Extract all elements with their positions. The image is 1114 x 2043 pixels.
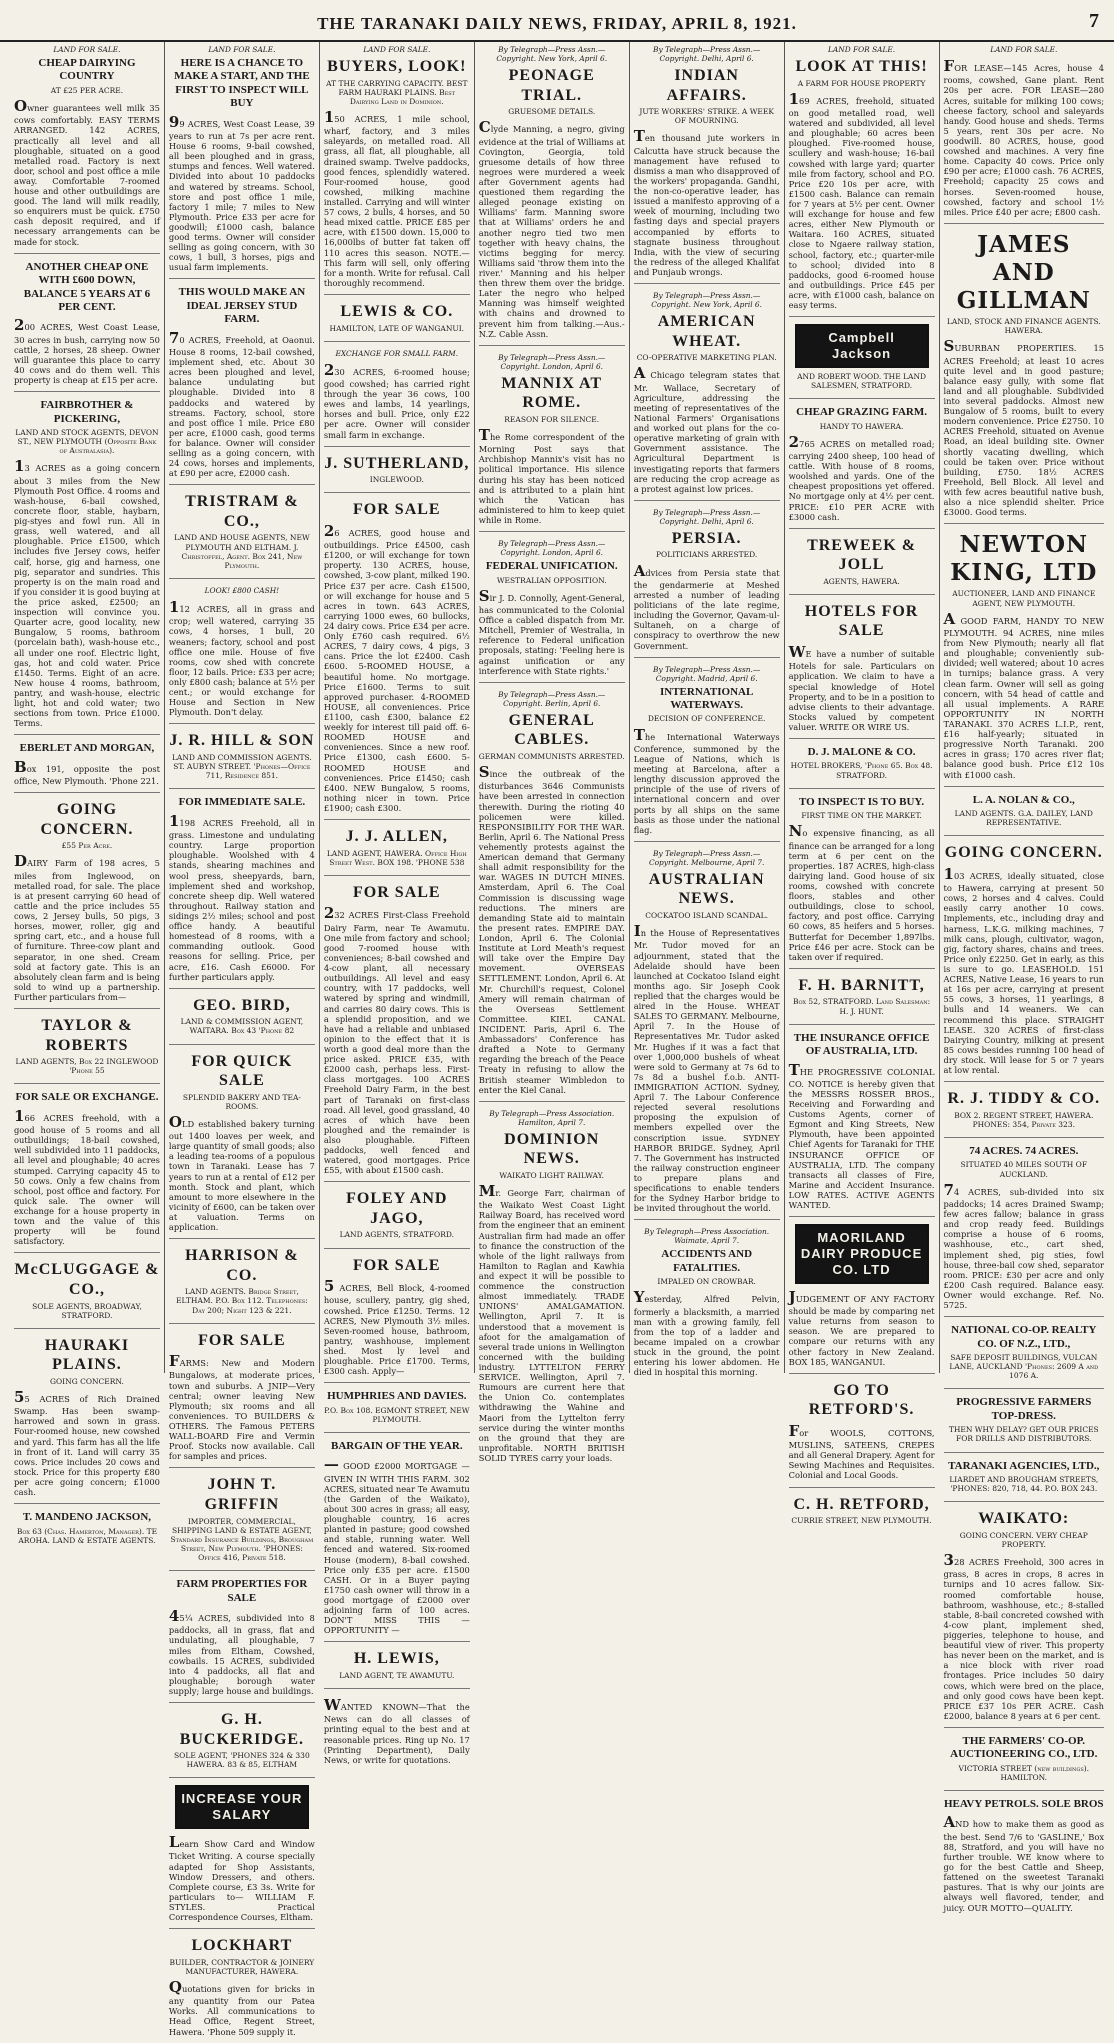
article-block [789,406,935,529]
article-block [789,796,935,969]
subheadline: GRUESOME DETAILS. [508,107,596,117]
section-label: LAND FOR SALE. [828,45,896,54]
subheadline: THEN WHY DELAY? GET OUR PRICES FOR DRILLS AND DISTRIBUTORS. [948,1425,1099,1444]
columns-area [10,42,1108,2037]
article-body: For WOOLS, COTTONS, MUSLINS, SATEENS, CREPES and all General Drapery. Agent for Sewing Machines and Requisites. Colonial and Local Goods. [788,1421,935,1481]
headline: FARM PROPERTIES FOR SALE [176,1578,308,1604]
article-body: 230 ACRES, 6-roomed house; good cowshed; has carried right through the year 36 cows, 100 ewes and lambs, 14 yearlings, horses and bull. Price, only £22 per acre. Owner will consider small farm in exchange. [323,360,470,440]
article-body: Mr. George Farr, chairman of the Waikato West Coast Light Railway Board, has received word from the engineer that an eminent Australian firm had made an offer to finance the construction of the whole of the light railways from Hamilton to Raglan and Kawhia and expect it will be possible to commence the construction almost immediately. TRADE UNIONS' AMALGAMATION. Wellington, April 7. It is understood that a movement is afoot for the amalgamation of several trade unions in Wellington concerned with the building industry. LYTTELTON FERRY SERVICE. Wellington, April 7. Rumours are current here that the Union Co. contemplates withdrawing the Wahine and Maori from the Lyttelton ferry service during the winter months on the ground that they are unprofitable. NORTH BRITISH SOLID TYRES carry your loads. [478,1181,625,1463]
headline: TRISTRAM & CO., [185,493,299,530]
headline: FOLEY AND JAGO, [346,1190,448,1227]
article-block [169,45,315,279]
subheadline: LAND AGENT, HAWERA. Office High Street West. BOX 198. 'PHONE 538 [326,848,467,867]
subheadline: LAND AGENTS, Box 22 INGLEWOOD 'Phone 55 [15,1057,159,1076]
article-block [324,1390,470,1433]
article-body: WANTED KNOWN—That the News can do all classes of printing equal to the best and at reasonable prices. Ring up No. 17 (Printing Department), Daily News, or write for quotations. [323,1696,470,1765]
subheadline: CO-OPERATIVE MARKETING PLAN. [636,353,777,363]
subheadline: IMPORTER, COMMERCIAL, SHIPPING LAND & ESTATE AGENT, Standard Insurance Buildings, Brougham Street, New Plymouth. 'PHONES: Office 416, Private 518. [170,1516,314,1563]
article-body: 5 ACRES, Bell Block, 4-roomed house, scullery, pantry, gig shed, cowshed. Price £1250. Terms. 12 ACRES, New Plymouth 3½ miles. Seven-roomed house, bathroom, pantry, washhouse, implement shed. Most ly level and ploughable. Price £1700. Terms, £300 cash. Apply— [323,1277,470,1377]
headline: TAYLOR & ROBERTS [41,1017,133,1054]
article-body: In the House of Representatives Mr. Tudor moved for an adjournment, stated that the Adelaide should have been launched at Cockatoo Island eight months ago. Sir Joseph Cook replied that the charges would be aired in the House. WHEAT SALES TO GERMANY. Melbourne, April 7. In the House of Representatives Mr. Tudor asked Mr. Hughes if it was a fact that over 1,000,000 bushels of wheat were sold to Germany at 7s 6d to 7s 8d a bushel f.o.b. ANTI-IMMIGRATION ACTION. Sydney, April 7. The Labour Conference rejected several resolutions proposing the expulsion of members expelled over the conscription issue. SYDNEY HARBOR BRIDGE. Sydney, April 7. The Government has instructed the railway construction engineer to prepare plans and specifications to enable tenders for the Sydney Harbor bridge to be invited throughout the world. [633,922,780,1214]
article-body: Yesterday, Alfred Pelvin, formerly a blacksmith, a married man with a growing family, fell from the top of a ladder and became impaled on a crowbar stuck in the ground, the point entering his lower abdomen. He died in hospital this morning. [633,1288,780,1378]
article-body: 99 ACRES, West Coast Lease, 39 years to run at 7s per acre rent. House 6 rooms, 9-bail cowshed, all been ploughed and in grass, stumps and fences. Well watered. Divided into about 10 paddocks and watered by streams. School, store and post office 1 mile, factory 1 mile; 7 miles to New Plymouth. Price £33 per acre for goodwill; £1000 cash, balance good terms. Owner will consider selling as going concern, with 30 cows, 1 bull, 3 horses, pigs and usual farm implements. [168,112,315,273]
subheadline: GOING CONCERN. [50,1376,124,1386]
subheadline: LAND, STOCK AND FINANCE AGENTS. HAWERA. [946,317,1101,336]
article-body: FOR LEASE—145 Acres, house 4 rooms, cowshed, Gane plant. Rent 20s per acre. FOR LEASE—280 Acres, suitable for milking 100 cows; cheese factory, school and saleyards handy. Good house and sheds. Terms 5 years, rent 30s per acre. No goodwill. 80 ACRES, house, good cowshed and machines. A very fine home. Capacity 40 cows. Price only £90 per acre; £1000 cash. 76 ACRES, Freehold; capacity 25 cows and horses. Seven-roomed house, cowshed, factory and school 1½ miles. Price £40 per acre; £800 cash. [943,57,1105,217]
section-label: By Telegraph—Press Assn.—Copyright. New York, April 6. [651,291,762,310]
headline: J. R. HILL & SON [169,732,315,750]
section-label: By Telegraph—Press Assn.—Copyright. New York, April 6. [496,45,608,64]
article-body: DAIRY Farm of 198 acres, 5 miles from Inglewood, on metalled road, for sale. The place is at present carrying 60 head of cattle and the price includes 55 cows, 2 Jersey bulls, 50 pigs, 3 horses, mower, roller, gig and spring cart, etc., and a house full of furniture. Three-cow plant and separator, in one shed. Cream sold at factory gate. This is an absolutely clean farm and is being sold to wind up a partnership. Further particulars from— [14,852,160,1003]
headline: HERE IS A CHANCE TO MAKE A START, AND THE FIRST TO INSPECT WILL BUY [174,57,310,110]
article-block [944,1798,1105,1919]
article-block [944,794,1105,837]
article-block [169,1246,315,1323]
article-block [169,1475,315,1571]
article-block [789,746,935,789]
section-label: By Telegraph—Press Assn.—Copyright. Delhi, April 6. [653,507,761,526]
article-body: 112 ACRES, all in grass and crop; well watered, carrying 35 cows, 4 horses, 1 bull, 20 weaners; factory, school and post office one mile. House of five rooms, cow shed with concrete floor, 12 bails. Price: £33 per acre; only £800 cash; balance at 5½ per cent.; or would exchange for House and Section in New Plymouth. Don't delay. [168,598,315,718]
headline: CHEAP DAIRYING COUNTRY [38,57,136,83]
headline: H. LEWIS, [353,1650,440,1668]
article-block [169,1578,315,1703]
article-block [479,1109,625,1469]
headline: INTERNATIONAL WATERWAYS. [659,685,754,712]
headline: EBERLET AND MORGAN, [19,742,155,755]
headline: HUMPHRIES AND DAVIES. [327,1390,467,1403]
article-body: 26 ACRES, good house and outbuildings. Price £4500, cash £1200, or will exchange for town property. 130 ACRES, house, cowshed, 3-cow plant, milked 190. Price £37 per acre. Cash £1500, or will exchange for house and 5 acres in town. 643 ACRES, carrying 1000 ewes, 60 bullocks, 24 dairy cows. Price £34 per acre. Only £760 cash required. 6½ ACRES, 7 dairy cows, 4 pigs, 3 cans. Price the lot £2400. Cash £600. 5-ROOMED HOUSE, a beautiful home. No mortgage. Price £1600. Terms to suit approved purchaser. 4-ROOMED HOUSE, all conveniences. Price £1100, cash £300, balance £2 weekly for interest till paid off. 6-ROOMED HOUSE and conveniences. Since a new roof. Price £1300, cash £600. 5-ROOMED HOUSE and conveniences. Price £1450; cash £400. NEW Bungalow, 5 rooms, nothing nicer in town. Price £1900; cash £300. [323,521,470,813]
article-block [324,454,470,494]
headline: GENERAL CABLES. [508,711,595,749]
article-block [479,539,625,683]
article-block [324,500,470,820]
section-label: By Telegraph—Press Association. Waimate, April 7. [644,1227,770,1246]
headline: TREWEEK & JOLL [807,536,917,574]
subheadline: POLITICIANS ARRESTED. [656,550,758,560]
headline: T. MANDENO JACKSON, [22,1511,152,1524]
article-body: — GOOD £2000 MORTGAGE — GIVEN IN WITH THIS FARM. 302 ACRES, situated near Te Awamutu (the Garden of the Waikato), about 300 acres in grass; all easy, ploughable country, 16 acres planted in pasture; good cowshed and stable, running water. Well fenced and watered. Six-roomed House (modern), 8-bail cowshed. Price only £35 per acre. £1500 CASH. Or in a Buyer paying £1750 cash owner will throw in a good mortgage of £2000 over adjoining farm of 100 acres. DON'T MISS THIS — OPPORTUNITY — [323,1455,470,1636]
article-block [324,883,470,1183]
article-body: OLD established bakery turning out 1400 loaves per week, and large quantity of small goods; also a leading tea-rooms of a populous town in Taranaki. Lease has 7 years to run at a rental of £12 per month. Stock and plant, which amount to more elsewhere in the vicinity of £600, can be taken over at valuation. Terms on application. [168,1112,315,1233]
article-block [944,531,1105,786]
headline: C. H. RETFORD, [793,1495,930,1513]
subheadline: AT THE CARRYING CAPACITY. BEST FARM HAURAKI PLAINS. Best Dairying Land in Dominion. [326,78,468,106]
subheadline: BUILDER, CONTRACTOR & JOINERY MANUFACTURER, HAWERA. [169,1957,315,1976]
headline: AMERICAN WHEAT. [657,313,756,350]
section-label: LOOK! £800 CASH! [204,586,280,596]
headline: FOR SALE [198,1331,286,1349]
subheadline: BOX 2. REGENT STREET, HAWERA. PHONES: 354, Private 323. [954,1110,1094,1129]
article-block [634,1227,780,1383]
article-block [14,1091,160,1253]
advert-logo: Campbell Jackson [795,324,929,368]
article-block [944,843,1105,1082]
subheadline: AUCTIONEER, LAND AND FINANCE AGENT, NEW PLYMOUTH. [952,589,1096,608]
masthead [0,0,1114,42]
headline: GOING CONCERN. [944,844,1103,862]
headline: THE FARMERS' CO-OP. AUCTIONEERING CO., LTD. [950,1734,1098,1761]
article-body: WE have a number of suitable Hotels for sale. Particulars on application. We claim to have a special knowledge of Hotel Property, and to be in a position to advise clients to their advantage. Stocks valued by competent valuer. WRITE OR WIRE US. [788,642,935,732]
article-block [634,665,780,842]
article-body: 169 ACRES, freehold, situated on good metalled road, well watered and subdivided, all level and ploughable; 60 acres been ploughed. Five-roomed house, scullery and wash-house; 16-bail cowshed with large yard; quarter mile from factory, school and P.O. Price £20 10s per acre, with £1500 cash. Balance can remain for 7 years at 5½ per cent. Owner will exchange for house and few acres, either New Plymouth or Waitara. 160 ACRES, situated close to Ngaere railway station, school, factory, etc.; quarter-mile to school; divided into 8 paddocks, good 6-roomed house and outbuildings. Price £45 per acre, with £1000 cash, balance on easy terms. [788,89,935,311]
headline: FOR SALE OR EXCHANGE. [15,1091,159,1104]
article-block [944,1396,1105,1452]
article-body: Sir J. D. Connolly, Agent-General, has communicated to the Colonial Office a cabled dispatch from Mr. Mitchell, Premier of Westralia, in reference to Federal unification proposals, stating: 'Feeling here is against unification or any interference with State rights.' [478,586,625,676]
section-label: By Telegraph—Press Assn.—Copyright. London, April 6. [498,539,606,558]
section-label: LAND FOR SALE. [990,45,1058,54]
column-6 [785,42,940,1526]
article-block [14,1260,160,1328]
article-block [169,996,315,1045]
article-block [944,1324,1105,1389]
subheadline: LAND AND COMMISSION AGENTS. ST. AUBYN STREET. 'Phones—Office 711, Residence 851. [171,752,312,781]
subheadline: CURRIE STREET, NEW PLYMOUTH. [791,1516,932,1526]
headline: JOHN T. GRIFFIN [204,1476,280,1513]
article-block [169,731,315,789]
article-block [479,353,625,532]
headline: J. SUTHERLAND, [324,454,470,472]
article-body: 70 ACRES, Freehold, at Oaonui. House 8 rooms, 12-bail cowshed, implement shed, etc. About 30 acres been ploughed and level, balance undulating but ploughable. Divided into 8 paddocks and watered by streams. Factory, school, store and post office 1 mile. Price £80 per acre, £1000 cash, good terms for balance. Owner will consider selling as a going concern, with 24 cows, horses and implements, at £90 per acre, £2000 cash. [168,328,315,479]
subheadline: GOING CONCERN. VERY CHEAP PROPERTY. [959,1530,1088,1549]
headline: BARGAIN OF THE YEAR. [331,1439,463,1452]
article-body: 55 ACRES of Rich Drained Swamp. Has been swamp-harrowed and sown in grass. Four-roomed house, new cowshed and yard. This farm has all the life in front of it. Land will carry 35 cows. Price includes 20 cows and stock. Price for this property £80 per acre going concern; £1000 cash. [14,1387,160,1498]
article-block [14,800,160,1009]
subheadline: INGLEWOOD. [369,475,424,485]
headline: FOR QUICK SALE [191,1052,293,1090]
headline: PEONAGE TRIAL. [508,67,595,104]
section-label: By Telegraph—Press Assn.—Copyright. Delhi, April 6. [653,45,761,64]
subheadline: LAND AGENTS. G.A. DAILEY, LAND REPRESENTATIVE. [954,809,1093,828]
subheadline: LAND AND HOUSE AGENTS, NEW PLYMOUTH AND ELTHAM. J. Christoffel, Agent. Box 241, New Plymouth. [174,533,310,570]
headline: PERSIA. [671,529,742,547]
article-block [789,1224,935,1374]
article-block [169,1785,315,1929]
headline: NATIONAL CO-OP. REALTY CO. OF N.Z., LTD., [951,1324,1097,1350]
section-label: By Telegraph—Press Assn.—Copyright. Melbourne, April 7. [648,848,765,867]
article-block [634,508,780,658]
article-block [169,1936,315,2043]
headline: HOTELS FOR SALE [804,602,919,640]
subheadline: WAIKATO LIGHT RAILWAY. [499,1170,605,1180]
article-body: Clyde Manning, a negro, giving evidence at the trial of Williams at Covington, Georgia, told gruesome details of how three negroes were murdered a week after Government agents had questioned them regarding the alleged peonage existing on Williams' farm. Manning swore that at Williams' orders he and another negro tied two men together with heavy chains, the victims begging for mercy. Williams said 'throw them into the river.' Manning and his helper then threw them over the bridge. Later the negro who helped Manning was himself weighted with chains and drowned to prevent him from talking.—Aus.-N.Z. Cable Assn. [478,118,625,339]
article-block [169,492,315,579]
headline: D. J. MALONE & CO. [807,746,916,759]
headline: L. A. NOLAN & CO., [972,793,1075,806]
article-block [169,286,315,485]
subheadline: HOTEL BROKERS, 'Phone 65. Box 48. STRATFORD. [790,761,933,780]
article-block [169,1331,315,1469]
article-block [479,45,625,346]
headline: AUSTRALIAN NEWS. [648,870,765,908]
article-body: 45¼ ACRES, subdivided into 8 paddocks, all in grass, flat and undulating, all ploughable, 7 miles from Eltham, Cowshed, cowbails. 15 ACRES, subdivided into 4 paddocks, all flat and ploughable; borough water supply; large house and buildings. [168,1607,315,1696]
headline: FOR IMMEDIATE SALE. [178,796,306,809]
article-block [324,349,470,447]
article-block [169,796,315,988]
section-label: LAND FOR SALE. [53,45,121,54]
article-block [944,1735,1105,1791]
subheadline: GERMAN COMMUNISTS ARRESTED. [478,751,625,761]
section-label: EXCHANGE FOR SMALL FARM. [335,348,459,358]
headline: R. J. TIDDY & CO. [947,1090,1101,1108]
headline: LEWIS & CO. [340,303,454,321]
article-block [479,690,625,1102]
article-block [324,302,470,342]
headline: THIS WOULD MAKE AN IDEAL JERSEY STUD FARM. [178,286,306,326]
advert-logo: MAORILAND DAIRY PRODUCE CO. LTD [795,1224,929,1284]
headline: F. H. BARNITT, [798,976,925,994]
headline: TARANAKI AGENCIES, LTD., [948,1459,1100,1472]
subheadline: LIARDET AND BROUGHAM STREETS, 'PHONES: 820, 718, 44. P.O. BOX 243. [949,1474,1099,1494]
headline: DOMINION NEWS. [504,1130,600,1168]
headline: THE INSURANCE OFFICE OF AUSTRALIA, LTD. [793,1031,930,1058]
article-block [14,399,160,735]
article-block [14,45,160,254]
article-block [324,45,470,295]
headline: PROGRESSIVE FARMERS TOP-DRESS. [956,1396,1092,1422]
headline: J. J. ALLEN, [345,828,448,846]
subheadline: JUTE WORKERS' STRIKE. A WEEK OF MOURNING. [639,107,774,126]
headline: FOR SALE [353,1256,441,1274]
headline: BUYERS, LOOK! [327,58,467,76]
headline: FEDERAL UNIFICATION. [485,560,618,573]
subheadline: HAMILTON, LATE OF WANGANUI. [329,323,465,333]
section-label: By Telegraph—Press Association. Hamilton, April 7. [489,1108,615,1127]
article-body: THE PROGRESSIVE COLONIAL CO. NOTICE is hereby given that the MESSRS ROSSER BROS., Receiving and Forwarding and Customs Agents, corner of Egmont and King Streets, New Plymouth, have been appointed Chief Agents for Taranaki for THE INSURANCE OFFICE OF AUSTRALIA, LTD. The company transacts all classes of Fire, Marine and Accident Insurance. LOW RATES. ACTIVE AGENTS WANTED. [788,1060,935,1211]
headline: McCLUGGAGE & CO., [14,1261,160,1298]
subheadline: AND ROBERT WOOD. THE LAND SALESMEN, STRATFORD. [797,371,927,391]
headline: HARRISON & CO. [185,1247,299,1284]
article-block [789,324,935,399]
headline: WAIKATO: [978,1510,1070,1528]
article-body: Since the outbreak of the disturbances 3646 Communists have been arrested in connection therewith. During the rioting 40 policemen were killed. RESPONSIBILITY FOR THE WAR. Berlin, April 6. The National Press vehemently protests against the American demand that Germany shall admit responsibility for the war. WAGES IN DUTCH MINES. Amsterdam, April 6. The Coal Commission is discussing wage reductions. The miners are demanding State aid to maintain the present rates. EMPIRE DAY. London, April 6. The Colonial Institute at Lord Meath's request will take over the Empire Day movement. OVERSEAS SETTLEMENT. London, April 6. At Mr. Churchill's request, Colonel Amery will remain chairman of the Overseas Settlement Committee. KIEL CANAL INCIDENT. Paris, April 6. The Ambassadors' Conference has drafted a Note to Germany regarding the breach of the Peace Treaty in refusing to allow the British steamer Wimbledon to enter the Kiel Canal. [478,763,625,1095]
article-body: 166 ACRES freehold, with a good house of 5 rooms and all outbuildings; 18-bail cowshed, well subdivided into 11 paddocks, all level and ploughable; 40 acres stumped. Carrying capacity 45 to 50 cows. Only a few chains from school, post office and factory. For quick sale. The owner will exchange for a house property in town and the value of this property will be found satisfactory. [14,1106,160,1247]
article-block [789,1032,935,1218]
subheadline: SITUATED 40 MILES SOUTH OF AUCKLAND. [960,1160,1088,1179]
article-body: FARMS: New and Modern Bungalows, at moderate prices, town and suburbs. A JNIP—Very central; owner leaving New Plymouth; six rooms and all conveniences. TO BUILDERS & OTHERS. The Famous PETERS WALL-BOARD Fire and Vermin Proof. Stocks now available. Call for samples and prices. [168,1352,315,1462]
column-3 [320,42,475,1765]
subheadline: LAND AGENT, TE AWAMUTU. [339,1670,455,1680]
article-body: 2765 ACRES on metalled road; carrying 2400 sheep, 100 head of cattle. With house of 8 rooms, woolshed and yards. One of the cheapest propositions yet offered. No mortgage only at 4½ per cent. PRICE: £10 PER ACRE with £3000 cash. [788,432,935,522]
article-body: 1198 ACRES Freehold, all in grass. Limestone and undulating country. Large proportion ploughable. Woolshed with 4 stands, shearing machines and wool press, sheepyards, barn, implement shed and workshop, concrete sheep dip. Well watered throughout. Railway station and sidings 2½ miles; school and post office handy. A beautiful homestead of 8 rooms, with a commanding outlook. Good reasons for selling. Price, per acre, £16. Cash £6000. For further particulars apply. [168,811,315,982]
headline: GEO. BIRD, [193,996,291,1014]
article-body: JUDGEMENT OF ANY FACTORY should be made by comparing net value returns from season to season. We are prepared to compare our returns with any other factory in New Zealand. BOX 185, WANGANUI. [788,1287,935,1367]
article-body: A GOOD FARM, HANDY TO NEW PLYMOUTH. 94 ACRES, nine miles from New Plymouth; nearly all flat and ploughable; conveniently sub-divided; well watered; about 10 acres in turnips; balance grass. A very clean farm. Owner will sell as going concern, with 54 head of cattle and all usual implements. A RARE OPPORTUNITY IN NORTH TARANAKI. 370 ACRES L.I.P., rent, £16 half-yearly; situated in progressive North Taranaki. 200 acres in grass; 170 acres river flat; balance good bush. Price £12 10s with £1000 cash. [943,609,1105,780]
section-label: LAND FOR SALE. [208,45,276,54]
headline: LOCKHART [191,1937,293,1955]
article-block [14,742,160,793]
subheadline: IMPALED ON CROWBAR. [657,1277,756,1287]
column-4 [475,42,630,1463]
article-body: AND how to make them as good as the best. Send 7/6 to 'GASLINE,' Box 88, Stratford, and you will have no further trouble. WE know where to go for the best Cattle and Sheep, fattened on the sweetest Taranaki pastures. That is why our joints are always well flavored, tender, and juicy. OUR MOTTO—QUALITY. [943,1813,1105,1913]
subheadline: AT £25 PER ACRE. [50,85,124,95]
article-body: Learn Show Card and Window Ticket Writing. A course specially adapted for Shop Assistants, Window Dressers, and others. Complete course, £3 3s. Write for particulars to— WILLIAM F. STYLES. Practical Correspondence Courses, Eltham. [168,1833,315,1923]
column-1 [10,42,165,1545]
article-body: The Rome correspondent of the Morning Post says that Archbishop Mannix's visit has no political importance. His silence during his stay has been noticed and is attributed to a plain hint which the Vatican has administered to him to keep quiet while in Rome. [478,425,625,526]
headline: GOING CONCERN. [40,801,134,838]
article-body: SUBURBAN PROPERTIES. 15 ACRES Freehold; at least 10 acres quite level and in good pasture; balance easy gully, with some flat land and all ploughable. Subdivided into several paddocks. Almost new Bungalow of 5 rooms, built to every modern convenience. Price £2750. 10 ACRES Freehold, situated on Avenue Road, an ideal building site. Owner shortly vacating dwelling, which could be taken over. Price without building, £750. 18½ ACRES Freehold, Bell Block. All level and with few acres beautiful native bush, also a nice splendid shelter. Price £3000. Good terms. [943,337,1105,518]
headline: FAIRBROTHER & PICKERING, [40,399,134,425]
advert-logo: INCREASE YOUR SALARY [175,1785,309,1829]
subheadline: AGENTS, HAWERA. [823,576,900,586]
subheadline: £55 Per Acre. [61,841,113,851]
subheadline: LAND AGENTS, STRATFORD. [339,1230,454,1240]
article-block [789,976,935,1025]
article-body: 13 ACRES as a going concern about 3 miles from the New Plymouth Post Office. 4 rooms and wash-house, 6-bail cowshed, concrete floor, stable, haybarn, pig-styes and fowl run. All in grass, well watered, and all ploughable. Price £1500, which includes five Jersey cows, heifer calf, horse, gig and harness, one pig, separator and sundries. This property is on the main road and if you consider it is good buying at the price asked, £2500; an inspection will convince you. Quarter acre, good locality, new Bungalow, 5 rooms, bathroom (porcelain bath), wash-house etc., all under one roof. Electric light, gas, hot and cold water. Price £1450. Terms. Eight of an acre. New house 4 rooms, bathroom, pantry, and wash-house, electric light, hot and cold water; two sections from town. Price £1000. Terms. [14,457,160,729]
article-body: 103 ACRES, ideally situated, close to Hawera, carrying at present 50 cows, 2 horses and 4 calves. Could easily carry another 10 cows. Implements, etc., including dray and harness, L.K.G. milking machines, 7 milk cans, plough, cultivator, wagon, gig, factory shares, chains and trees. Price only £2250. Get in early, as this is sure to go. LEASEHOLD. 151 ACRES, Native Lease, 16 years to run at 16s per acre, carrying at present 55 cows, 3 horses, 11 yearlings, 8 bulls and 14 weaners. We can recommend this place. STRAIGHT LEASE. 320 ACRES of first-class Dairying Country, milking at present 85 cows besides running 100 head of dry stock. Will lease for 5 or 7 years at low rental. [943,864,1105,1076]
subheadline: LAND & COMMISSION AGENT, WAITARA. Box 43 'Phone 82 [180,1017,304,1036]
subheadline: SPLENDID BAKERY AND TEA-ROOMS. [182,1092,301,1111]
column-2 [165,42,320,2037]
article-block [634,849,780,1220]
subheadline: FIRST TIME ON THE MARKET. [801,811,922,821]
headline: NEWTON KING, LTD [950,531,1098,587]
masthead-title: THE TARANAKI DAILY NEWS, FRIDAY, APRIL 8, 1921. [317,14,797,33]
section-label: LAND FOR SALE. [363,45,431,54]
article-body: 328 ACRES Freehold, 300 acres in grass, 8 acres in crops, 8 acres in turnips and 10 acres fallow. Six-roomed comfortable house, bathroom, washhouse, etc.; 8-stalled stable, 8-bail concreted cowshed with 4-cow plant, implement shed, piggeries, telephone to house, and beautiful view of river. This property has never been on the market, and is a nice block with river road frontages. Price includes 50 dairy cows, which were bred on the place, and only good cows have been kept. PRICE £37 10s PER ACRE. Cash £2000, balance 8 years at 6 per cent. [943,1551,1105,1721]
article-body: A Chicago telegram states that Mr. Wallace, Secretary of Agriculture, addressing the meeting of representatives of the National Farmers' Organisations and worked out plans for the co-operative marketing of grain with Government assistance. The Agricultural Department is investigating reports that farmers are reducing the crop acreage as a protest against low prices. [633,364,780,494]
article-block [324,1696,470,1771]
section-label: By Telegraph—Press Assn.—Copyright. Berlin, April 6. [498,689,606,708]
subheadline: Box 63 (Chas. Hamerton, Manager). TE AROHA. LAND & ESTATE AGENTS. [16,1526,158,1545]
article-block [169,1710,315,1778]
article-body: 200 ACRES, West Coast Lease, 30 acres in bush, carrying now 50 cattle, 2 horses, 28 sheep. Owner will guarantee this place to carry 40 cows and do them well. This property is cheap at £15 per acre. [14,316,160,386]
subheadline: COCKATOO ISLAND SCANDAL. [645,911,769,920]
subheadline: A FARM FOR HOUSE PROPERTY [797,78,926,88]
headline: CHEAP GRAZING FARM. [796,406,928,419]
headline: INDIAN AFFAIRS. [666,67,747,104]
article-body: Box 191, opposite the post office, New Plymouth. 'Phone 221. [14,757,160,787]
article-block [944,231,1105,524]
subheadline: P.O. Box 108. EGMONT STREET, NEW PLYMOUTH. [324,1405,470,1424]
column-7 [940,42,1109,1913]
subheadline: SOLE AGENT, 'PHONES 324 & 330 HAWERA. 83 & 85, ELTHAM [174,1751,310,1770]
article-block [324,1189,470,1248]
article-block [634,45,780,284]
article-block [789,602,935,739]
headline: FOR SALE [353,501,441,519]
subheadline: WESTRALIAN OPPOSITION. [496,575,607,585]
subheadline: LAND AGENTS. Bridge Street, ELTHAM. P.O. Box 112. Telephones: Day 200; Night 123 & 221. [176,1287,308,1315]
subheadline: REASON FOR SILENCE. [504,414,600,424]
headline: JAMES AND GILLMAN [956,230,1091,314]
subheadline: LAND AND STOCK AGENTS, DEVON ST., NEW PLYMOUTH (Opposite Bank of Australasia). [15,427,159,456]
article-body: Ten thousand jute workers in Calcutta have struck because the management have refused to dismiss a man who disapproved of the workers' propaganda. Gandhi, the non-co-operative leader, has issued a manifesto approving of a week of mourning, including two fasting days and special prayers accompanied by efforts to stagnate business throughout India, with the view of securing the redress of the alleged Khalifat and Punjaub wrongs. [633,127,780,277]
article-block [324,1649,470,1689]
article-block [324,827,470,876]
article-block [789,1381,935,1488]
headline: HEAVY PETROLS. SOLE BROS [944,1798,1104,1811]
headline: LOOK AT THIS! [795,58,928,76]
article-body: 232 ACRES First-Class Freehold Dairy Farm, near Te Awamutu. One mile from factory and school; good 7-roomed house with conveniences; 8-bail cowshed and 4-cow plant, all necessary outbuildings. All level and easy country, with 17 paddocks, well watered by spring and windmill, and carries 80 dairy cows. This is a splendid proposition, and we have had a reliable and unbiased opinion to the effect that it is worth a good deal more than the price asked. PRICE £35, with £2000 cash, perhaps less. First-class mortgages. 100 ACRES Freehold Dairy Farm, in the best part of Taranaki on first-class road. All level, good grassland, 40 acres of which have been ploughed and the remainder is also ploughable. Fifteen paddocks, well fenced and watered, good mortgages. Price £55, with about £1500 cash. [323,904,470,1176]
headline: TO INSPECT IS TO BUY. [799,795,925,808]
headline: FOR SALE [353,883,441,901]
article-body: 74 ACRES, sub-divided into six paddocks; 14 acres Drained Swamp; few acres fallow; balance in grass and crop ready feed. Buildings comprise a house of 6 rooms, washhouse, etc., cart shed, implement shed, pig sties, fowl house, three-bail cow shed, separator room. PRICE: £30 per acre and only £200 Cash required. Balance easy. Owner would exchange. Ref. No. 5725. [943,1180,1105,1311]
subheadline: HANDY TO HAWERA. [819,421,904,431]
article-block [789,536,935,595]
section-label: By Telegraph—Press Assn.—Copyright. London, April 6. [498,352,606,371]
article-body: Advices from Persia state that the gendarmerie at Meshed arrested a number of leading politicians of the late regime, including the Governor, Qavam-ul-Sultaneh, on a charge of conspiracy to overthrow the new Government. [633,561,780,651]
headline: G. H. BUCKERIDGE. [179,1711,305,1748]
article-block [789,1495,935,1534]
article-block [324,1256,470,1384]
article-block [14,1016,160,1084]
article-body: 150 ACRES, 1 mile school, wharf, factory, and 3 miles saleyards, on metalled road. All grass, all flat, all ploughable, all drained swamp. Twelve paddocks, good fences, splendidly watered. Four-roomed house, good cowshed, milking machine installed. Carrying and will winter 57 cows, 2 bulls, 4 horses, and 50 head mixed cattle. PRICE £85 per acre, with £1500 down. 15,000 to 16,000lbs of butter fat taken off 110 acres this season. NOTE.—This farm will sell, only offering for a month. Write for refusal. Call thoroughly recommend. [323,107,470,288]
article-block [634,291,780,501]
article-block [944,1145,1105,1317]
article-body: No expensive financing, as all finance can be arranged for a long term at 6 per cent on the properties. 187 ACRES, high-class dairying land. Good house of six rooms, cowshed with concrete floors, stables and other outbuildings, close to school, factory, and post office. Carrying 60 cows, 85 heifers and 5 horses. Butterfat for December 1,897lbs. Price £46 per acre. Stock can be taken over if required. [788,822,935,962]
section-label: By Telegraph—Press Assn.—Copyright. Madrid, April 6. [653,664,761,683]
headline: ACCIDENTS AND FATALITIES. [661,1248,753,1274]
subheadline: VICTORIA STREET (new buildings). HAMILTON. [958,1763,1090,1782]
article-block [789,45,935,317]
article-block [169,1052,315,1240]
article-body: Quotations given for bricks in any quantity from our Patea Works. All communications to Head Office, Regent Street, Hawera. 'Phone 509 supply it. [168,1977,315,2037]
headline: HAURAKI PLAINS. [44,1336,130,1374]
subheadline: Box 52, STRATFORD. Land Salesman: H. J. HUNT. [792,997,931,1016]
headline: MANNIX AT ROME. [501,374,603,412]
article-block [944,45,1105,224]
article-block [14,1336,160,1504]
subheadline: SAFE DEPOSIT BUILDINGS, VULCAN LANE, AUCKLAND 'Phones: 2609 A and 1076 A. [949,1353,1099,1381]
headline: GO TO RETFORD'S. [808,1381,915,1419]
article-body: The International Waterways Conference, summoned by the League of Nations, which is meeting at Barcelona, after a lengthy discussion approved the principle of the use of rivers of international concern and over ports by all ships on the same basis as those under the national flag. [633,725,780,835]
article-block [944,1509,1105,1728]
article-block [14,261,160,392]
column-5 [630,42,785,1378]
subheadline: DECISION OF CONFERENCE. [647,714,766,724]
headline: 74 ACRES. 74 ACRES. [969,1145,1079,1158]
page-number: 7 [1089,10,1100,32]
article-block [324,1440,470,1642]
subheadline: SOLE AGENTS, BROADWAY, STRATFORD. [32,1301,142,1320]
article-block [14,1511,160,1553]
article-body: Owner guarantees well milk 35 cows comfortably. EASY TERMS ARRANGED. 142 ACRES, practically all level and all ploughable, situated on a good metalled road. Factory is next door, school and post office a mile away. Comfortable 7-roomed house and other outbuildings are good. The land will milk readily, so enquirers must be quick. £750 cash deposit required, and if necessary arrangements can be made for stock. [14,96,160,247]
article-block [169,586,315,724]
article-block [944,1089,1105,1138]
headline: ANOTHER CHEAP ONE WITH £600 DOWN, BALANCE 5 YEARS AT 6 PER CENT. [23,260,151,313]
article-block [944,1460,1105,1503]
